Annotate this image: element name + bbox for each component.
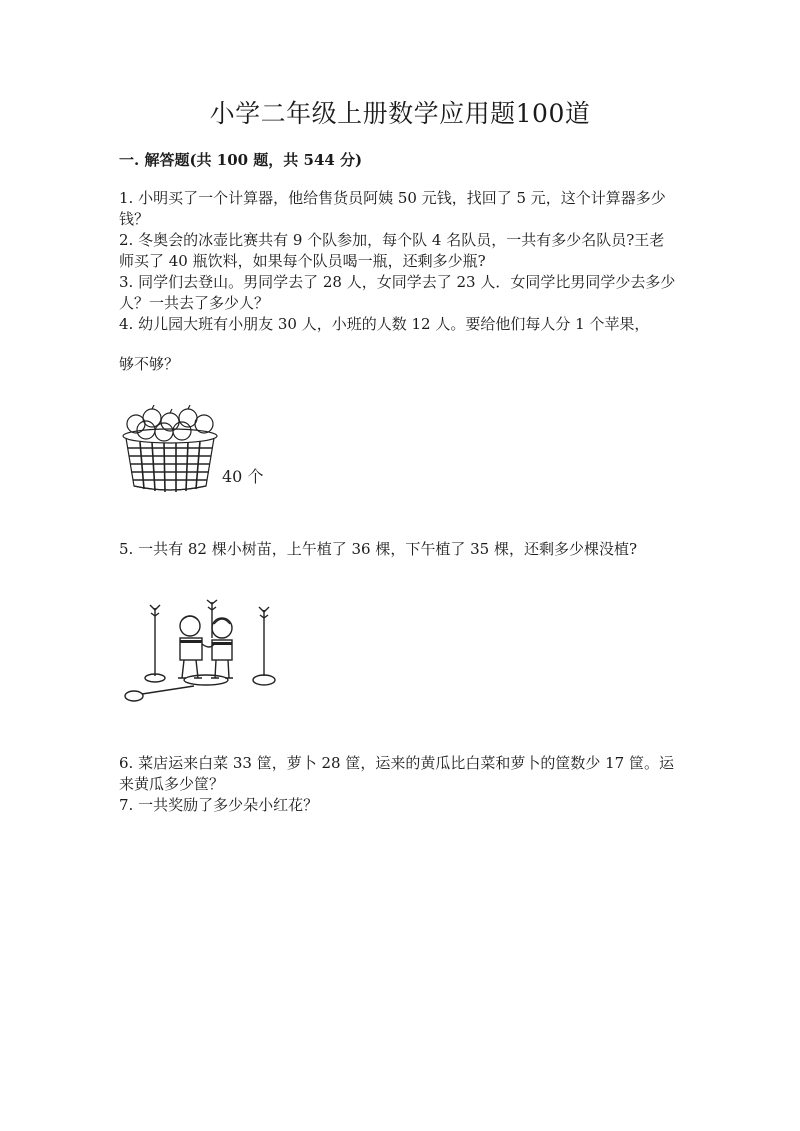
- question-1: 1. 小明买了一个计算器，他给售货员阿姨 50 元钱，找回了 5 元，这个计算器多少钱？: [119, 189, 666, 228]
- question-4: 4. 幼儿园大班有小朋友 30 人，小班的人数 12 人。要给他们每人分 1 个苹果，: [119, 315, 650, 333]
- page-title: 小学二年级上册数学应用题100道: [209, 99, 591, 128]
- question-4-continuation: 够不够？: [119, 355, 180, 373]
- question-6: 6. 菜店运来白菜 33 筐，萝卜 28 筐，运来的黄瓜比白菜和萝卜的筐数少 17 筐。运来黄瓜多少筐？: [119, 754, 674, 793]
- section-heading: 一. 解答题(共 100 题，共 544 分): [119, 151, 363, 169]
- apple-basket-illustration: [118, 402, 278, 497]
- question-5: 5. 一共有 82 棵小树苗，上午植了 36 棵，下午植了 35 棵，还剩多少棵没植?: [119, 540, 637, 558]
- tree-planting-illustration: [118, 598, 288, 708]
- question-7: 7. 一共奖励了多少朵小红花？: [119, 796, 319, 814]
- question-3: 3. 同学们去登山。男同学去了 28 人，女同学去了 23 人．女同学比男同学少去多少人？一共去了多少人？: [119, 273, 676, 312]
- question-2: 2. 冬奥会的冰壶比赛共有 9 个队参加，每个队 4 名队员，一共有多少名队员?王老师买了 40 瓶饮料，如果每个队员喝一瓶，还剩多少瓶?: [119, 231, 665, 270]
- basket-count-label: 40 个: [222, 467, 264, 486]
